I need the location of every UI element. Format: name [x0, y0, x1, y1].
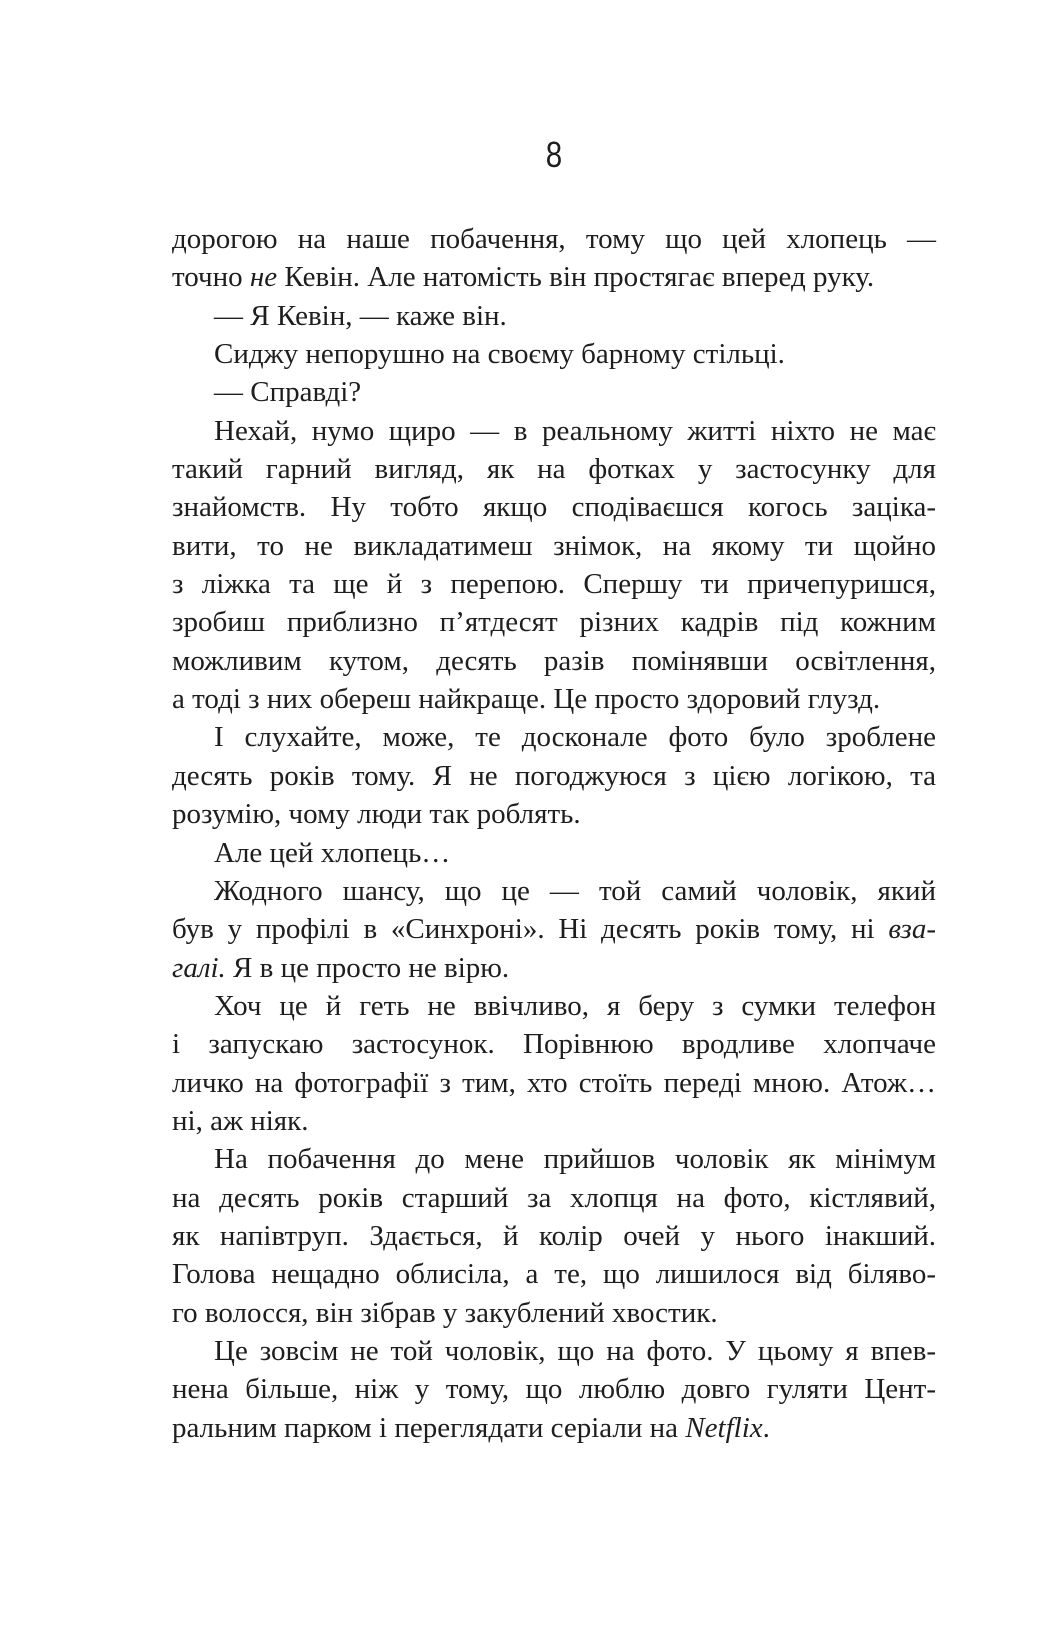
text-line [172, 1370, 936, 1408]
text-line [172, 757, 936, 795]
text-line [172, 1332, 936, 1370]
italic-text-run: не [249, 261, 278, 294]
text-line [172, 1409, 936, 1447]
italic-text-run: вза- [888, 913, 936, 946]
text-run: Сиджу непорушно на своєму барному стільці. [214, 338, 785, 371]
text-run: ральним парком і переглядати серіали на [172, 1411, 686, 1444]
text-line [172, 1102, 936, 1140]
text-line [172, 1025, 936, 1063]
text-line [172, 910, 936, 948]
text-line [172, 450, 936, 488]
text-run: На побачення до мене прийшов чоловік як мінімум [214, 1143, 936, 1176]
text-run: як напівтруп. Здається, й колір очей у нього інакший. [172, 1219, 936, 1252]
text-run: Голова нещадно облисіла, а те, що лишилося від біляво- [172, 1258, 936, 1291]
body-text-block [172, 220, 936, 1447]
text-line [172, 1294, 936, 1332]
text-line [172, 642, 936, 680]
text-run: розумію, чому люди так роблять. [172, 798, 581, 831]
text-run: точно [172, 261, 250, 294]
text-line [172, 1255, 936, 1293]
page-number-value: 8 [545, 134, 563, 175]
text-run: Жодного шансу, що це — той самий чоловік, який [214, 874, 936, 907]
text-run: вити, то не викладатимеш знімок, на якому ти щойно [172, 529, 936, 562]
text-run: личко на фотографії з тим, хто стоїть переді мною. Атож… [172, 1066, 936, 1099]
text-line [172, 1217, 936, 1255]
text-line [172, 297, 936, 335]
text-run: зробиш приблизно п’ятдесят різних кадрів під кожним [172, 606, 936, 639]
text-line [172, 987, 936, 1025]
text-run: і запускаю застосунок. Порівнюю вродливе хлопчаче [172, 1028, 936, 1061]
text-run: нена більше, ніж у тому, що люблю довго гуляти Цент- [172, 1373, 936, 1406]
page-number [172, 134, 936, 175]
text-run: а тоді з них обереш найкраще. Це просто здоровий глузд. [172, 683, 881, 716]
text-run: І слухайте, може, те досконале фото було зроблене [214, 721, 936, 754]
text-run: Але цей хлопець… [214, 836, 451, 869]
text-run: десять років тому. Я не погоджуюся з цією логікою, та [172, 759, 936, 792]
text-line [172, 949, 936, 987]
text-run: . [762, 1411, 770, 1444]
text-run: на десять років старший за хлопця на фото, кістлявий, [172, 1181, 936, 1214]
text-line [172, 603, 936, 641]
text-line [172, 488, 936, 526]
text-line [172, 834, 936, 872]
text-run: — Справді? [214, 376, 362, 409]
text-line [172, 1179, 936, 1217]
text-run: Нехай, нумо щиро — в реальному житті ніхто не має [214, 414, 936, 447]
text-line [172, 258, 936, 296]
text-run: — Я Кевін, — каже він. [214, 299, 507, 332]
italic-text-run: галі. [172, 951, 226, 984]
text-run: Кевін. Але натомість він простягає вперед руку. [277, 261, 875, 294]
text-run: з ліжка та ще й з перепою. Спершу ти причепуришся, [172, 568, 936, 601]
text-line [172, 718, 936, 756]
text-run: дорогою на наше побачення, тому що цей хлопець — [172, 223, 936, 255]
text-line [172, 680, 936, 718]
text-line [172, 1140, 936, 1178]
text-line [172, 795, 936, 833]
text-run: го волосся, він зібрав у закублений хвостик. [172, 1296, 718, 1329]
text-line [172, 335, 936, 373]
text-line [172, 1064, 936, 1102]
text-line [172, 872, 936, 910]
text-line [172, 373, 936, 411]
text-line [172, 220, 936, 258]
italic-text-run: Netflix [685, 1411, 763, 1444]
text-line [172, 527, 936, 565]
text-run: ні, аж ніяк. [172, 1104, 309, 1137]
text-line [172, 412, 936, 450]
text-run: такий гарний вигляд, як на фотках у застосунку для [172, 453, 936, 486]
text-run: був у профілі в «Синхроні». Ні десять років тому, ні [172, 913, 889, 946]
text-run: Це зовсім не той чоловік, що на фото. У цьому я впев- [214, 1334, 936, 1367]
text-line [172, 565, 936, 603]
text-run: знайомств. Ну тобто якщо сподіваєшся когось заціка- [172, 491, 936, 524]
text-run: Хоч це й геть не ввічливо, я беру з сумки телефон [214, 989, 936, 1022]
text-run: можливим кутом, десять разів помінявши освітлення, [172, 644, 936, 677]
text-run: Я в це просто не вірю. [225, 951, 510, 984]
